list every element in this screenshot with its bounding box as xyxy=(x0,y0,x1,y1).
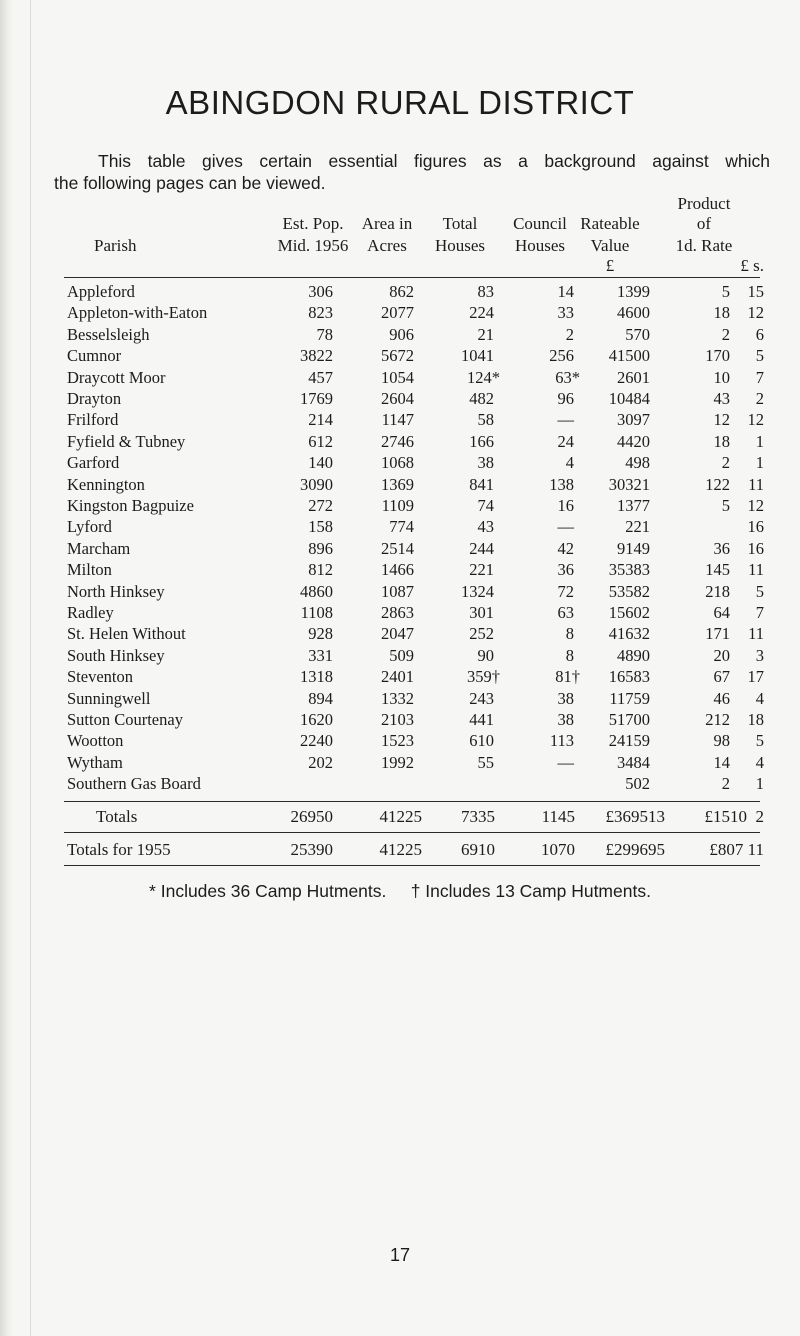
cell-product-shillings: 11 xyxy=(748,474,764,494)
totals-bottom-rule xyxy=(64,832,760,833)
cell-product-pounds: 2 xyxy=(721,774,730,794)
cell-area: 2103 xyxy=(381,710,414,729)
cell-area: 862 xyxy=(389,282,414,301)
cell-area: 1332 xyxy=(381,688,414,708)
header-total-houses-line1: Total xyxy=(442,214,478,233)
cell-parish: Drayton xyxy=(67,389,122,408)
table-row xyxy=(0,517,800,537)
cell-total-houses: 244 xyxy=(469,538,494,558)
table-row xyxy=(0,560,800,580)
cell-pop: 3822 xyxy=(300,346,333,366)
cell-product-shillings: 1 xyxy=(755,453,764,473)
totals-area: 41225 xyxy=(379,807,422,827)
cell-parish: Marcham xyxy=(67,538,131,558)
cell-area: 1992 xyxy=(381,752,414,772)
cell-area: 906 xyxy=(389,324,414,344)
header-parish: Parish xyxy=(94,236,137,255)
header-product-line4: £ s. xyxy=(740,256,764,275)
cell-product-pounds: 122 xyxy=(705,474,730,494)
cell-pop: 272 xyxy=(308,496,333,515)
cell-product-pounds: 2 xyxy=(721,324,730,344)
cell-rateable-value: 9149 xyxy=(617,538,650,558)
cell-pop: 306 xyxy=(308,282,333,301)
cell-area: 1523 xyxy=(381,731,414,751)
cell-parish: Kennington xyxy=(67,474,145,494)
header-council-houses-line2: Houses xyxy=(514,236,566,255)
cell-pop: 1769 xyxy=(300,389,333,408)
totals-1955-row xyxy=(0,839,800,861)
cell-product-shillings: 4 xyxy=(755,752,764,772)
footnote: * Includes 36 Camp Hutments. † Includes 13 Camp Hutments. xyxy=(149,881,651,902)
cell-pop: 894 xyxy=(308,688,333,708)
cell-total-houses: 243 xyxy=(469,688,494,708)
cell-pop: 1318 xyxy=(300,667,333,687)
cell-product-pounds: 5 xyxy=(721,496,730,515)
table-row xyxy=(0,325,800,345)
cell-product-pounds: 5 xyxy=(721,282,730,301)
table-row xyxy=(0,496,800,516)
cell-product-pounds: 18 xyxy=(713,431,730,451)
cell-parish: Frilford xyxy=(67,410,119,430)
cell-pop: 331 xyxy=(308,645,333,665)
table-row xyxy=(0,582,800,602)
table-row xyxy=(0,667,800,687)
cell-rateable-value: 24159 xyxy=(608,731,650,751)
cell-council-houses: 14 xyxy=(557,282,574,301)
cell-total-houses: 166 xyxy=(469,431,494,451)
cell-area: 2077 xyxy=(381,303,414,323)
totals-1955-product: £807 11 xyxy=(709,840,764,860)
totals-council-houses: 1145 xyxy=(541,807,575,827)
cell-product-shillings: 6 xyxy=(755,324,764,344)
cell-rateable-value: 41632 xyxy=(608,624,650,644)
cell-total-houses: 43 xyxy=(477,517,494,537)
cell-product-pounds: 212 xyxy=(705,710,730,729)
cell-council-houses: 63 xyxy=(557,603,574,622)
table-row xyxy=(0,389,800,409)
cell-total-houses: 74 xyxy=(477,496,494,515)
cell-council-houses: 256 xyxy=(549,346,574,366)
cell-pop: 928 xyxy=(308,624,333,644)
cell-pop: 896 xyxy=(308,538,333,558)
cell-parish: North Hinksey xyxy=(67,581,165,601)
cell-product-shillings: 16 xyxy=(747,538,764,558)
totals-1955-bottom-rule xyxy=(64,865,760,866)
cell-product-shillings: 11 xyxy=(748,624,764,644)
cell-council-houses: — xyxy=(557,517,574,537)
cell-rateable-value: 3484 xyxy=(617,752,650,772)
cell-total-houses: 1041 xyxy=(461,346,494,366)
header-council-houses-line1: Council xyxy=(513,214,567,233)
cell-rateable-value: 221 xyxy=(625,517,650,537)
cell-rateable-value: 570 xyxy=(625,324,650,344)
cell-council-houses: 8 xyxy=(565,624,574,644)
cell-total-houses: 252 xyxy=(469,624,494,644)
cell-parish: Sunningwell xyxy=(67,688,151,708)
cell-product-pounds: 43 xyxy=(713,389,730,408)
cell-product-shillings: 1 xyxy=(755,774,764,794)
totals-row xyxy=(0,806,800,828)
cell-parish: Appleton-with-Eaton xyxy=(67,303,208,323)
cell-pop: 4860 xyxy=(300,581,333,601)
cell-parish: Lyford xyxy=(67,517,112,537)
cell-product-shillings: 18 xyxy=(747,710,764,729)
cell-product-pounds: 20 xyxy=(713,645,730,665)
cell-council-houses: 38 xyxy=(557,688,574,708)
cell-pop: 823 xyxy=(308,303,333,323)
cell-total-houses: 359† xyxy=(467,667,500,687)
page-title: ABINGDON RURAL DISTRICT xyxy=(165,84,635,121)
table-row xyxy=(0,646,800,666)
table-row xyxy=(0,689,800,709)
cell-product-pounds: 171 xyxy=(705,624,730,644)
cell-parish: Draycott Moor xyxy=(67,367,166,387)
cell-parish: Cumnor xyxy=(67,346,122,366)
cell-rateable-value: 15602 xyxy=(608,603,650,622)
cell-product-pounds: 36 xyxy=(713,538,730,558)
cell-parish: St. Helen Without xyxy=(67,624,186,644)
table-row xyxy=(0,303,800,323)
totals-total-houses: 7335 xyxy=(461,807,495,827)
cell-total-houses: 441 xyxy=(469,710,494,729)
cell-area: 2514 xyxy=(381,538,414,558)
cell-parish: Appleford xyxy=(67,282,135,301)
page-number: 17 xyxy=(389,1245,411,1265)
cell-council-houses: 81† xyxy=(555,667,580,687)
cell-total-houses: 610 xyxy=(469,731,494,751)
totals-pop: 26950 xyxy=(290,807,333,827)
cell-council-houses: 96 xyxy=(557,389,574,408)
cell-total-houses: 841 xyxy=(469,474,494,494)
header-pop-line2: Mid. 1956 xyxy=(277,236,349,255)
cell-product-pounds: 145 xyxy=(705,560,730,580)
cell-pop: 1620 xyxy=(300,710,333,729)
cell-area: 5672 xyxy=(381,346,414,366)
table-row xyxy=(0,710,800,730)
cell-area: 2604 xyxy=(381,389,414,408)
cell-area: 1068 xyxy=(381,453,414,473)
cell-rateable-value: 498 xyxy=(625,453,650,473)
cell-product-shillings: 12 xyxy=(747,496,764,515)
cell-total-houses: 301 xyxy=(469,603,494,622)
cell-product-shillings: 2 xyxy=(755,389,764,408)
cell-council-houses: 16 xyxy=(557,496,574,515)
cell-product-pounds: 12 xyxy=(713,410,730,430)
cell-total-houses: 83 xyxy=(477,282,494,301)
cell-rateable-value: 3097 xyxy=(617,410,650,430)
cell-product-shillings: 5 xyxy=(755,346,764,366)
cell-product-shillings: 12 xyxy=(747,410,764,430)
cell-council-houses: 4 xyxy=(565,453,574,473)
cell-area: 1466 xyxy=(381,560,414,580)
cell-rateable-value: 10484 xyxy=(608,389,650,408)
cell-rateable-value: 35383 xyxy=(608,560,650,580)
cell-rateable-value: 16583 xyxy=(608,667,650,687)
table-row xyxy=(0,346,800,366)
table-row xyxy=(0,282,800,302)
cell-area: 1087 xyxy=(381,581,414,601)
cell-total-houses: 55 xyxy=(477,752,494,772)
cell-parish: Southern Gas Board xyxy=(67,774,201,794)
cell-product-shillings: 1 xyxy=(755,431,764,451)
cell-rateable-value: 1399 xyxy=(617,282,650,301)
totals-1955-rateable-value: £299695 xyxy=(605,840,665,860)
cell-product-shillings: 5 xyxy=(755,581,764,601)
cell-product-shillings: 7 xyxy=(755,603,764,622)
cell-product-shillings: 15 xyxy=(747,282,764,301)
cell-area: 2746 xyxy=(381,431,414,451)
cell-parish: Milton xyxy=(67,560,112,580)
cell-product-shillings: 7 xyxy=(755,367,764,387)
cell-product-pounds: 64 xyxy=(713,603,730,622)
cell-product-pounds: 98 xyxy=(713,731,730,751)
cell-rateable-value: 2601 xyxy=(617,367,650,387)
cell-area: 1109 xyxy=(381,496,414,515)
header-rule xyxy=(64,277,760,278)
cell-area: 1147 xyxy=(381,410,414,430)
cell-rateable-value: 30321 xyxy=(608,474,650,494)
cell-council-houses: 138 xyxy=(549,474,574,494)
cell-product-pounds: 2 xyxy=(721,453,730,473)
table-row xyxy=(0,453,800,473)
cell-pop: 612 xyxy=(308,431,333,451)
cell-rateable-value: 53582 xyxy=(608,581,650,601)
totals-1955-pop: 25390 xyxy=(290,840,333,860)
totals-1955-total-houses: 6910 xyxy=(461,840,495,860)
cell-total-houses: 90 xyxy=(477,645,494,665)
cell-pop: 457 xyxy=(308,367,333,387)
header-product-line2: of xyxy=(696,214,712,233)
header-rateable-line1: Rateable xyxy=(580,214,640,233)
cell-parish: Sutton Courtenay xyxy=(67,710,183,729)
cell-council-houses: — xyxy=(557,752,574,772)
cell-rateable-value: 11759 xyxy=(609,688,650,708)
cell-product-pounds: 67 xyxy=(713,667,730,687)
totals-top-rule xyxy=(64,801,760,802)
cell-total-houses: 38 xyxy=(477,453,494,473)
cell-total-houses: 482 xyxy=(469,389,494,408)
cell-area: 2047 xyxy=(381,624,414,644)
totals-1955-area: 41225 xyxy=(379,840,422,860)
cell-pop: 202 xyxy=(308,752,333,772)
cell-product-shillings: 4 xyxy=(755,688,764,708)
cell-product-shillings: 11 xyxy=(748,560,764,580)
cell-parish: Fyfield & Tubney xyxy=(67,431,186,451)
cell-pop: 2240 xyxy=(300,731,333,751)
cell-area: 1369 xyxy=(381,474,414,494)
table-row xyxy=(0,603,800,623)
cell-council-houses: 38 xyxy=(557,710,574,729)
cell-parish: Wootton xyxy=(67,731,124,751)
table-row xyxy=(0,475,800,495)
table-row xyxy=(0,410,800,430)
cell-parish: Kingston Bagpuize xyxy=(67,496,194,515)
cell-council-houses: 2 xyxy=(565,324,574,344)
cell-product-shillings: 17 xyxy=(747,667,764,687)
cell-pop: 3090 xyxy=(300,474,333,494)
totals-product: £1510 2 xyxy=(704,807,764,827)
cell-total-houses: 58 xyxy=(477,410,494,430)
totals-1955-label: Totals for 1955 xyxy=(67,840,171,860)
intro-line-2: the following pages can be viewed. xyxy=(54,173,326,193)
header-area-line1: Area in xyxy=(361,214,413,233)
cell-council-houses: 33 xyxy=(557,303,574,323)
totals-rateable-value: £369513 xyxy=(605,807,665,827)
cell-parish: Wytham xyxy=(67,752,123,772)
cell-council-houses: 72 xyxy=(557,581,574,601)
cell-parish: Besselsleigh xyxy=(67,324,150,344)
header-total-houses-line2: Houses xyxy=(434,236,486,255)
cell-pop: 140 xyxy=(308,453,333,473)
cell-parish: South Hinksey xyxy=(67,645,165,665)
header-rateable-line3: £ xyxy=(605,256,615,275)
cell-area: 2401 xyxy=(381,667,414,687)
cell-council-houses: 8 xyxy=(565,645,574,665)
cell-total-houses: 1324 xyxy=(461,581,494,601)
cell-council-houses: 36 xyxy=(557,560,574,580)
table-row xyxy=(0,774,800,794)
cell-pop: 1108 xyxy=(300,603,333,622)
cell-rateable-value: 1377 xyxy=(617,496,650,515)
table-row xyxy=(0,368,800,388)
cell-council-houses: 63* xyxy=(555,367,580,387)
header-product-line3: 1d. Rate xyxy=(675,236,733,255)
cell-product-pounds: 18 xyxy=(713,303,730,323)
cell-council-houses: 113 xyxy=(549,731,574,751)
cell-parish: Radley xyxy=(67,603,114,622)
cell-rateable-value: 502 xyxy=(625,774,650,794)
cell-pop: 812 xyxy=(308,560,333,580)
cell-product-pounds: 10 xyxy=(713,367,730,387)
cell-rateable-value: 4890 xyxy=(617,645,650,665)
cell-rateable-value: 41500 xyxy=(608,346,650,366)
cell-area: 509 xyxy=(389,645,414,665)
cell-product-shillings: 3 xyxy=(755,645,764,665)
cell-council-houses: — xyxy=(557,410,574,430)
table-row xyxy=(0,753,800,773)
cell-area: 774 xyxy=(389,517,414,537)
table-row xyxy=(0,539,800,559)
cell-parish: Steventon xyxy=(67,667,133,687)
cell-product-pounds: 170 xyxy=(705,346,730,366)
header-product-line1: Product xyxy=(677,194,731,213)
table-row xyxy=(0,624,800,644)
intro-line-1: This table gives certain essential figures as a background against which xyxy=(98,151,770,171)
intro-paragraph xyxy=(54,150,770,194)
cell-parish: Garford xyxy=(67,453,120,473)
cell-area: 2863 xyxy=(381,603,414,622)
cell-rateable-value: 51700 xyxy=(608,710,650,729)
totals-1955-council-houses: 1070 xyxy=(541,840,575,860)
cell-total-houses: 224 xyxy=(469,303,494,323)
cell-area: 1054 xyxy=(381,367,414,387)
cell-total-houses: 21 xyxy=(477,324,494,344)
cell-product-pounds: 46 xyxy=(713,688,730,708)
table-row xyxy=(0,432,800,452)
cell-total-houses: 124* xyxy=(467,367,500,387)
cell-rateable-value: 4600 xyxy=(617,303,650,323)
cell-product-shillings: 16 xyxy=(747,517,764,537)
cell-product-shillings: 5 xyxy=(755,731,764,751)
cell-pop: 158 xyxy=(308,517,333,537)
cell-council-houses: 42 xyxy=(557,538,574,558)
cell-total-houses: 221 xyxy=(469,560,494,580)
cell-pop: 78 xyxy=(316,324,333,344)
cell-product-pounds: 14 xyxy=(713,752,730,772)
cell-product-shillings: 12 xyxy=(747,303,764,323)
header-pop-line1: Est. Pop. xyxy=(282,214,344,233)
totals-label: Totals xyxy=(96,807,138,827)
header-rateable-line2: Value xyxy=(590,236,630,255)
cell-pop: 214 xyxy=(308,410,333,430)
cell-council-houses: 24 xyxy=(557,431,574,451)
table-row xyxy=(0,731,800,751)
cell-product-pounds: 218 xyxy=(705,581,730,601)
cell-rateable-value: 4420 xyxy=(617,431,650,451)
header-area-line2: Acres xyxy=(367,236,407,255)
